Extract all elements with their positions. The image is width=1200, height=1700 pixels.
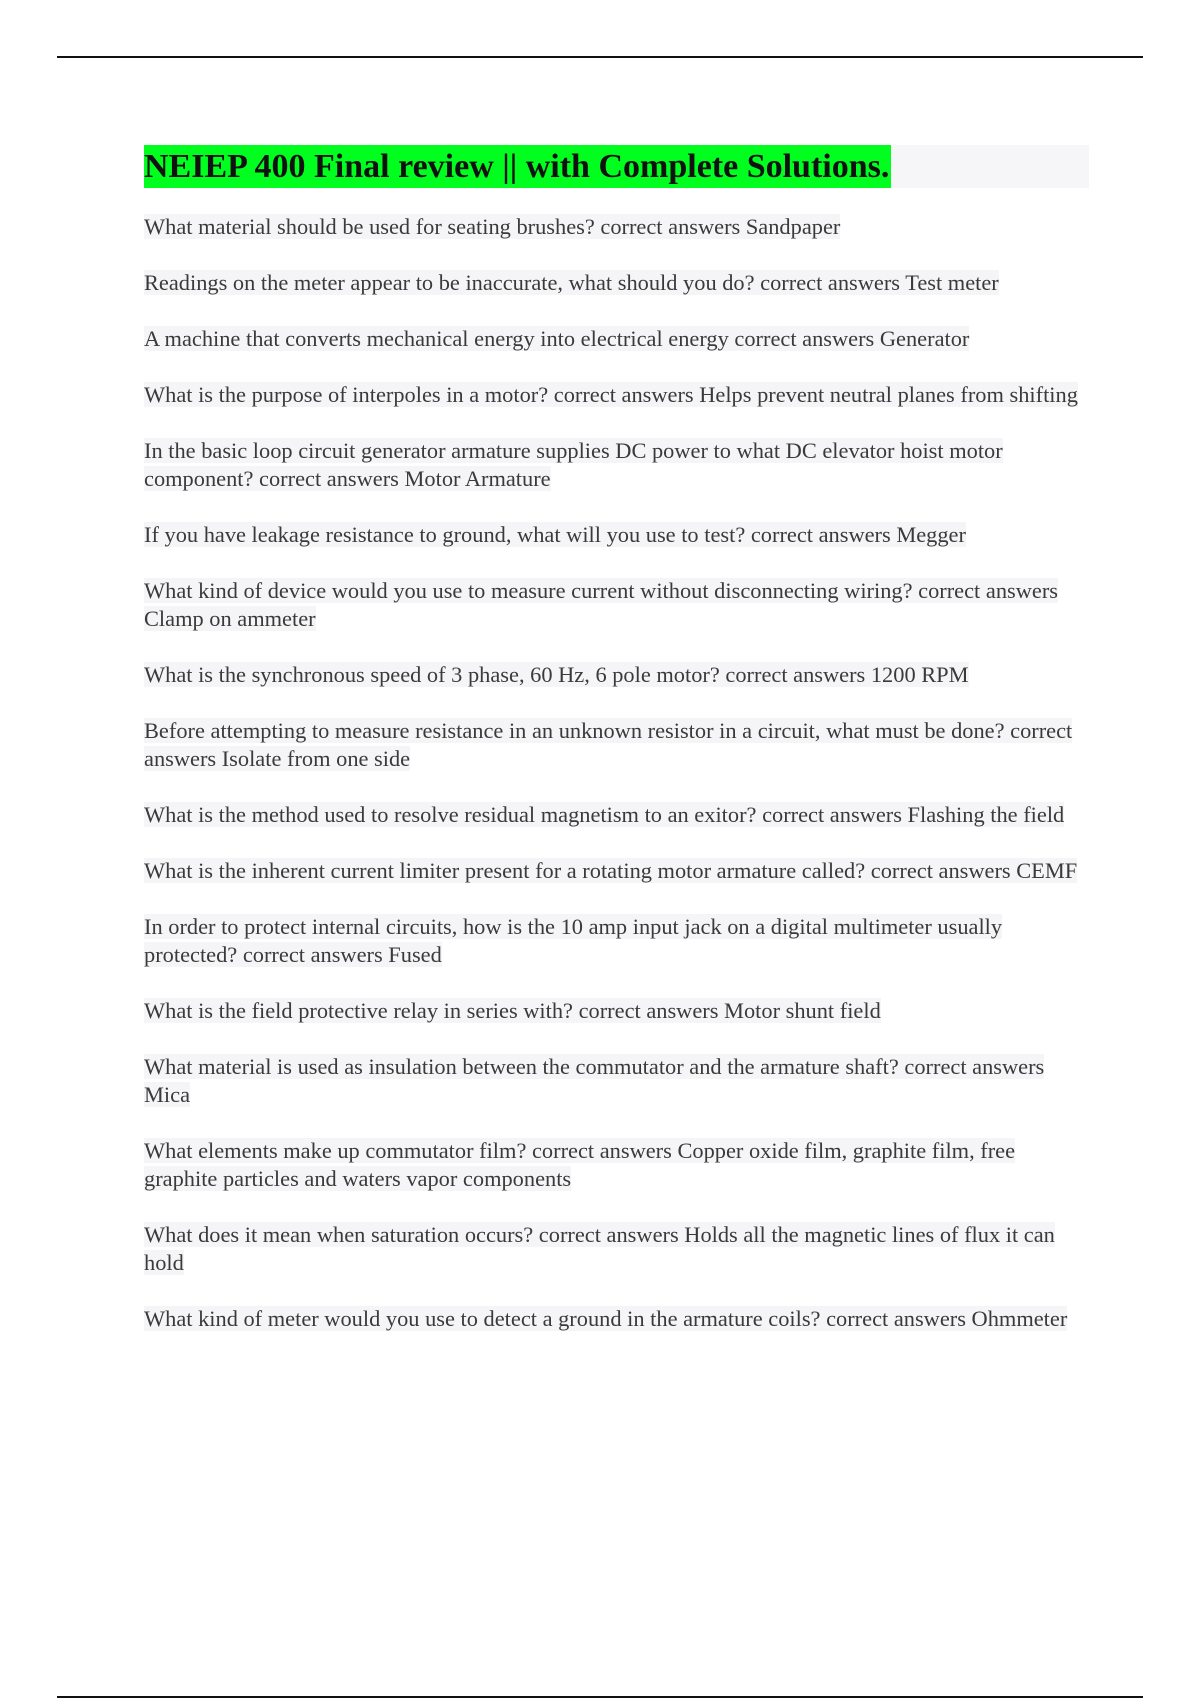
qa-item: What elements make up commutator film? correct answers Copper oxide film, graphite film, free graphite particles and waters vapor components (144, 1138, 1016, 1191)
qa-item: A machine that converts mechanical energy into electrical energy correct answers Generator (144, 326, 970, 351)
qa-item: In order to protect internal circuits, how is the 10 amp input jack on a digital multimeter usually protected? correct answers Fused (144, 914, 1003, 967)
qa-item: Readings on the meter appear to be inaccurate, what should you do? correct answers Test meter (144, 270, 999, 295)
qa-item: What is the purpose of interpoles in a motor? correct answers Helps prevent neutral planes from shifting (144, 382, 1078, 407)
qa-item: What does it mean when saturation occurs? correct answers Holds all the magnetic lines of flux it can hold (144, 1222, 1055, 1275)
qa-item: Before attempting to measure resistance in an unknown resistor in a circuit, what must be done? correct answers Isolate from one side (144, 718, 1073, 771)
qa-item: What is the inherent current limiter present for a rotating motor armature called? correct answers CEMF (144, 858, 1078, 883)
qa-item: What kind of device would you use to measure current without disconnecting wiring? correct answers Clamp on ammeter (144, 578, 1059, 631)
document-title: NEIEP 400 Final review || with Complete Solutions. (144, 145, 891, 188)
qa-item: If you have leakage resistance to ground, what will you use to test? correct answers Megger (144, 522, 966, 547)
qa-list (144, 213, 1089, 1361)
qa-item: What kind of meter would you use to detect a ground in the armature coils? correct answers Ohmmeter (144, 1306, 1068, 1331)
qa-item: What is the synchronous speed of 3 phase, 60 Hz, 6 pole motor? correct answers 1200 RPM (144, 662, 969, 687)
bottom-rule (57, 1696, 1143, 1698)
qa-item: What is the method used to resolve residual magnetism to an exitor? correct answers Flashing the field (144, 802, 1065, 827)
top-rule (57, 56, 1143, 58)
qa-item: What material is used as insulation between the commutator and the armature shaft? correct answers Mica (144, 1054, 1045, 1107)
qa-item: What material should be used for seating brushes? correct answers Sandpaper (144, 214, 841, 239)
qa-item: What is the field protective relay in series with? correct answers Motor shunt field (144, 998, 881, 1023)
qa-item: In the basic loop circuit generator armature supplies DC power to what DC elevator hoist motor component? correct answers Motor Armature (144, 438, 1003, 491)
